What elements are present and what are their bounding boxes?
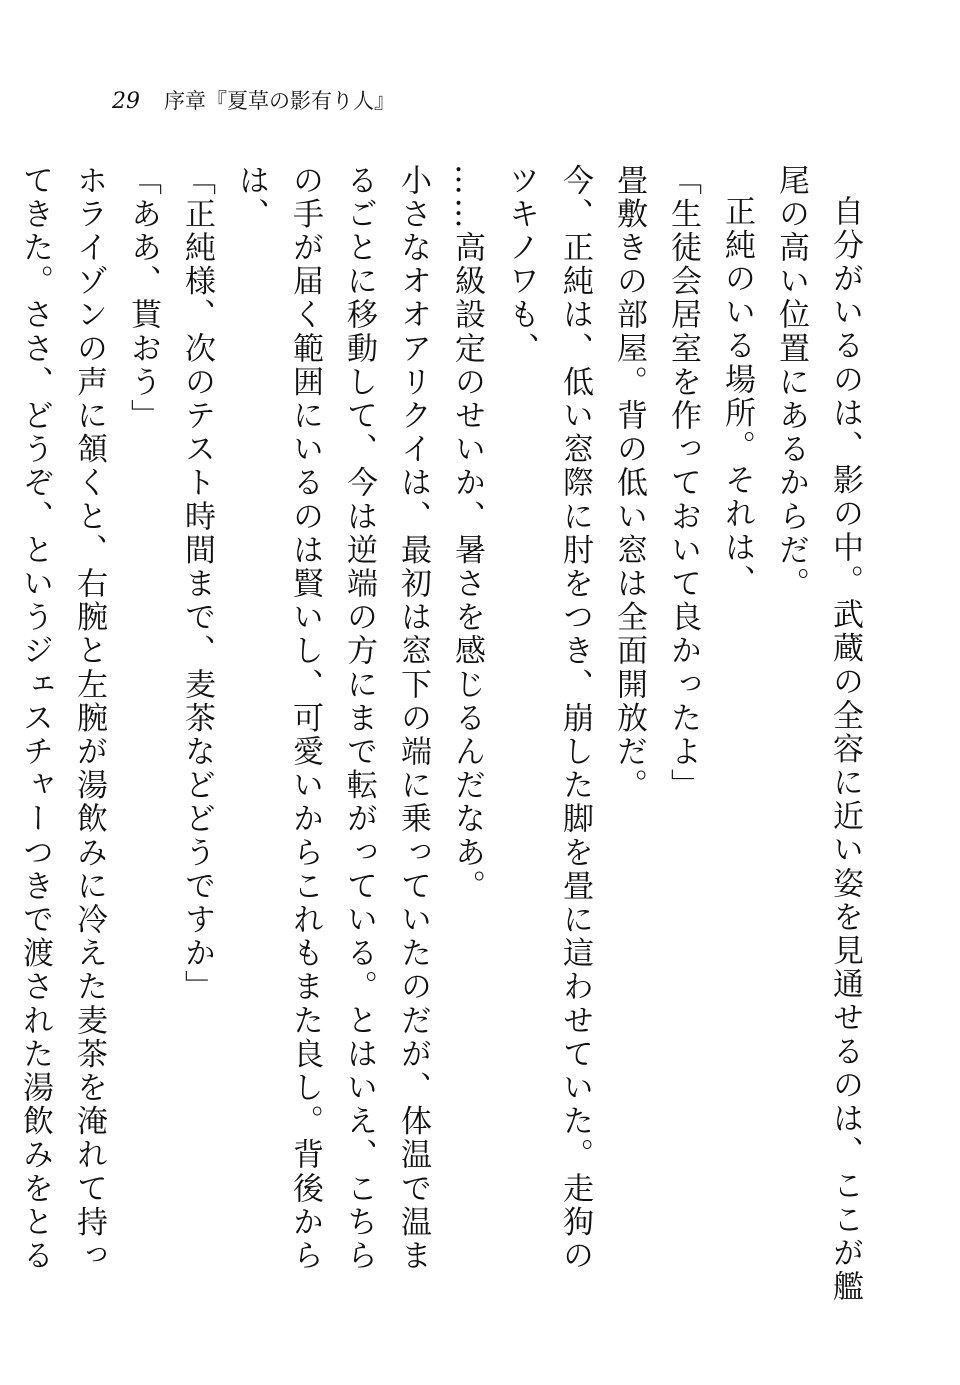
- chapter-title: 序章『夏草の影有り人』: [164, 89, 395, 113]
- paragraph: ホライゾンの声に頷くと、右腕と左腕が湯飲みに冷えた麦茶を淹れて持ってきた。ささ、どうぞ、というジェスチャーつきで渡された湯飲みをとる: [17, 164, 107, 1273]
- paragraph: 自分がいるのは、影の中。武蔵の全容に近い姿を見通せるのは、ここが艦尾の高い位置にあるからだ。: [773, 164, 863, 1304]
- vertical-body-text: [17, 164, 872, 1304]
- paragraph: 「正純様、次のテスト時間まで、麦茶などどうですか」: [179, 164, 215, 1004]
- paragraph: 小さなオオアリクイは、最初は窓下の端に乗っていたのだが、体温で温まるごとに移動して、今は逆端の方にまで転がっている。とはいえ、こちらの手が届く範囲にいるのは賢いし、可愛いからこれもまた良し。背後からは、: [233, 164, 431, 1273]
- page-number: 29: [112, 89, 140, 114]
- paragraph: 「生徒会居室を作っておいて良かったよ」: [665, 164, 701, 803]
- paragraph: 畳敷きの部屋。背の低い窓は全面開放だ。: [611, 164, 647, 803]
- paragraph: 正純のいる場所。それは、: [719, 195, 755, 599]
- paragraph: 「ああ、貰おう」: [125, 164, 161, 433]
- paragraph: 今、正純は、低い窓際に肘をつき、崩した脚を畳に這わせていた。走狗のツキノワも、: [503, 164, 593, 1273]
- page-header: [112, 86, 395, 116]
- paragraph: ……高級設定のせいか、暑さを感じるんだなあ。: [449, 164, 485, 904]
